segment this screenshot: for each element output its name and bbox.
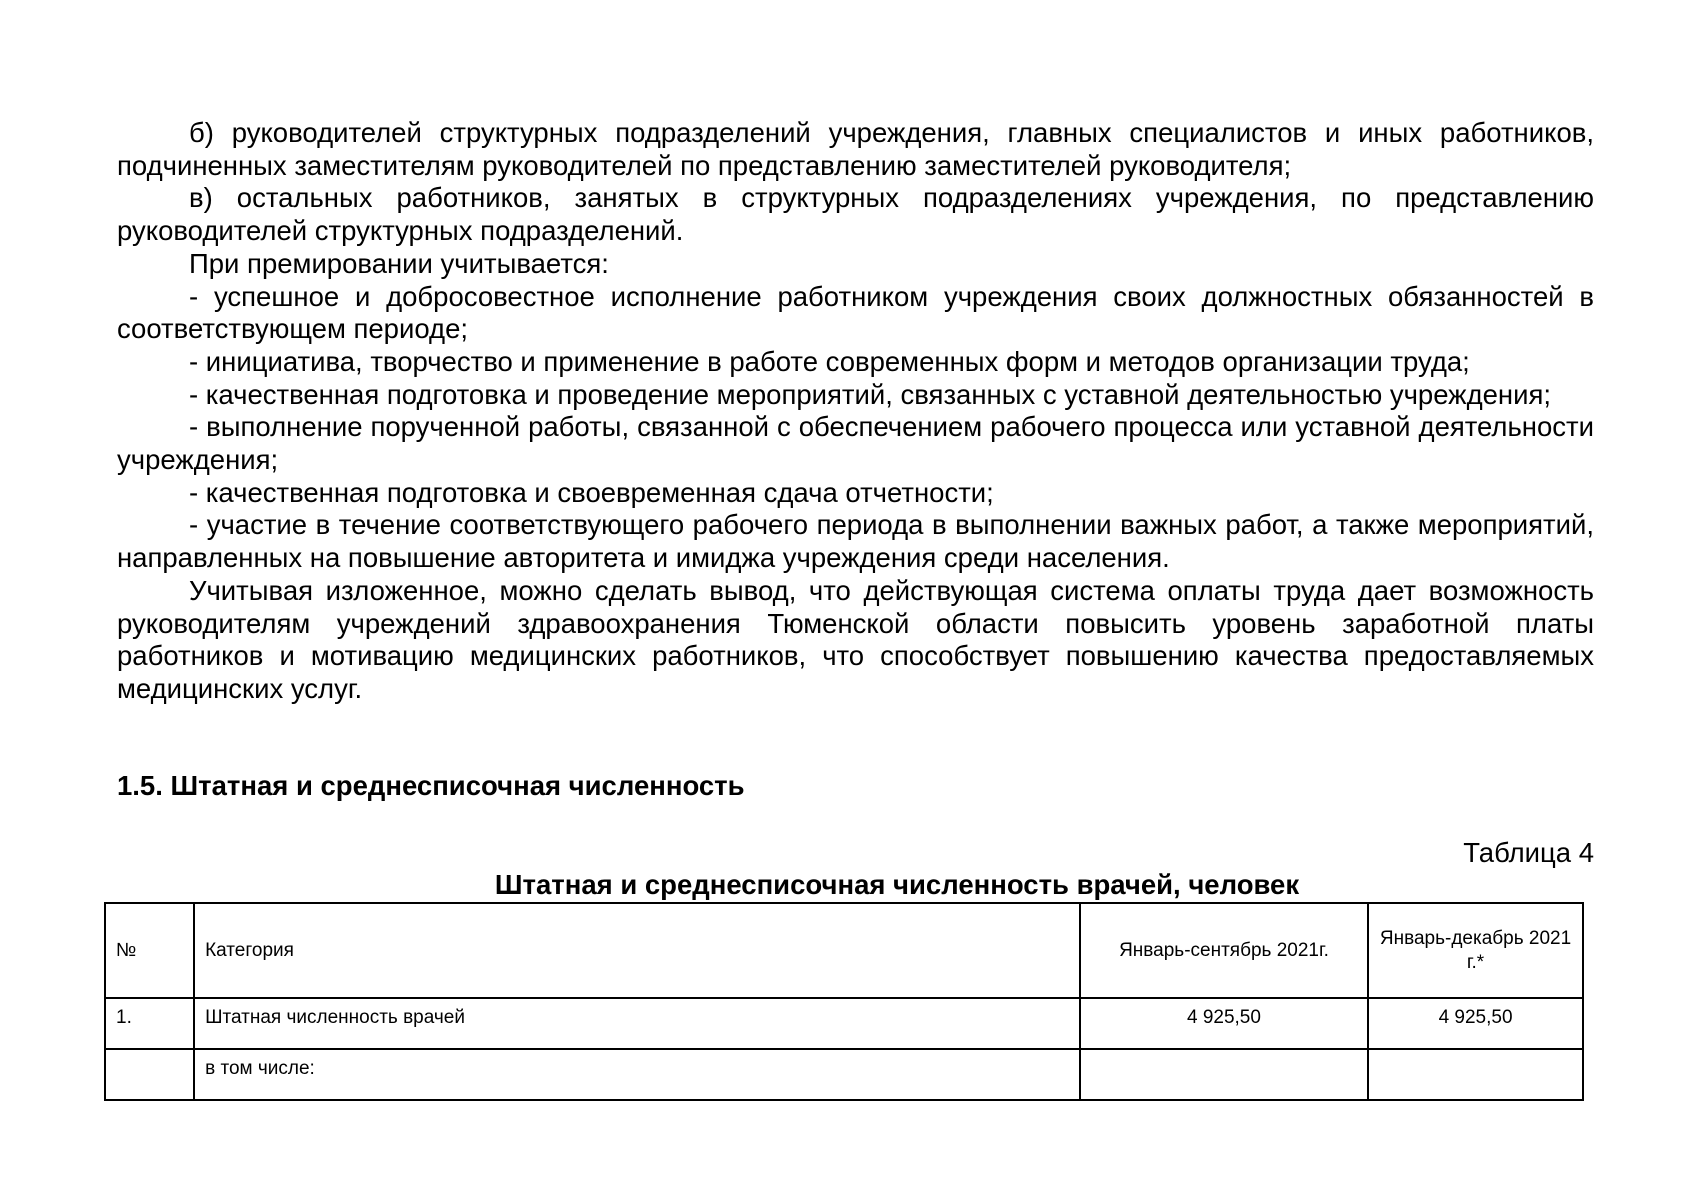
paragraph: - участие в течение соответствующего рабочего периода в выполнении важных работ, а также мероприятий, направленных на повышение авторитета и имиджа учреждения среди населения. xyxy=(117,509,1594,574)
cell-jan-dec-value: 4 925,50 xyxy=(1368,998,1583,1049)
paragraph: При премировании учитывается: xyxy=(189,247,609,279)
cell-category: Штатная численность врачей xyxy=(194,998,1080,1049)
header-number: № xyxy=(105,903,194,998)
paragraph: Учитывая изложенное, можно сделать вывод, что действующая система оплаты труда дает возможность руководителям учреждений здравоохранения Тюменской области повысить уровень заработной платы работников и мотивацию медицинских работников, что способствует повышению качества предоставляемых медицинских услуг. xyxy=(117,574,1594,704)
header-jan-sep-2021: Январь-сентябрь 2021г. xyxy=(1080,903,1368,998)
header-jan-dec-2021: Январь-декабрь 2021 г.* xyxy=(1368,903,1583,998)
body-text xyxy=(117,117,1594,706)
paragraph: - успешное и добросовестное исполнение работником учреждения своих должностных обязанностей в соответствующем периоде; xyxy=(117,280,1594,345)
cell-number: 1. xyxy=(105,998,194,1049)
cell-jan-dec-value xyxy=(1368,1049,1583,1100)
paragraph: - инициатива, творчество и применение в работе современных форм и методов организации труда; xyxy=(189,345,1470,377)
cell-category: в том числе: xyxy=(194,1049,1080,1100)
table-header-row xyxy=(105,903,1583,998)
cell-jan-sep-value xyxy=(1080,1049,1368,1100)
paragraph: б) руководителей структурных подразделений учреждения, главных специалистов и иных работников, подчиненных заместителям руководителей по представлению заместителей руководителя; xyxy=(117,117,1594,181)
header-category: Категория xyxy=(194,903,1080,998)
table-label: Таблица 4 xyxy=(1463,837,1594,868)
table-row xyxy=(105,998,1583,1049)
table-title: Штатная и среднесписочная численность врачей, человек xyxy=(494,869,1300,900)
paragraph: - выполнение порученной работы, связанной с обеспечением рабочего процесса или уставной деятельности учреждения; xyxy=(117,411,1594,476)
staff-table xyxy=(104,902,1584,1101)
paragraph: в) остальных работников, занятых в структурных подразделениях учреждения, по представлению руководителей структурных подразделений. xyxy=(117,182,1594,247)
section-heading: 1.5. Штатная и среднесписочная численность xyxy=(117,770,745,801)
cell-jan-sep-value: 4 925,50 xyxy=(1080,998,1368,1049)
paragraph: - качественная подготовка и проведение мероприятий, связанных с уставной деятельностью учреждения; xyxy=(189,378,1552,410)
table-row xyxy=(105,1049,1583,1100)
cell-number xyxy=(105,1049,194,1100)
paragraph: - качественная подготовка и своевременная сдача отчетности; xyxy=(189,476,994,508)
